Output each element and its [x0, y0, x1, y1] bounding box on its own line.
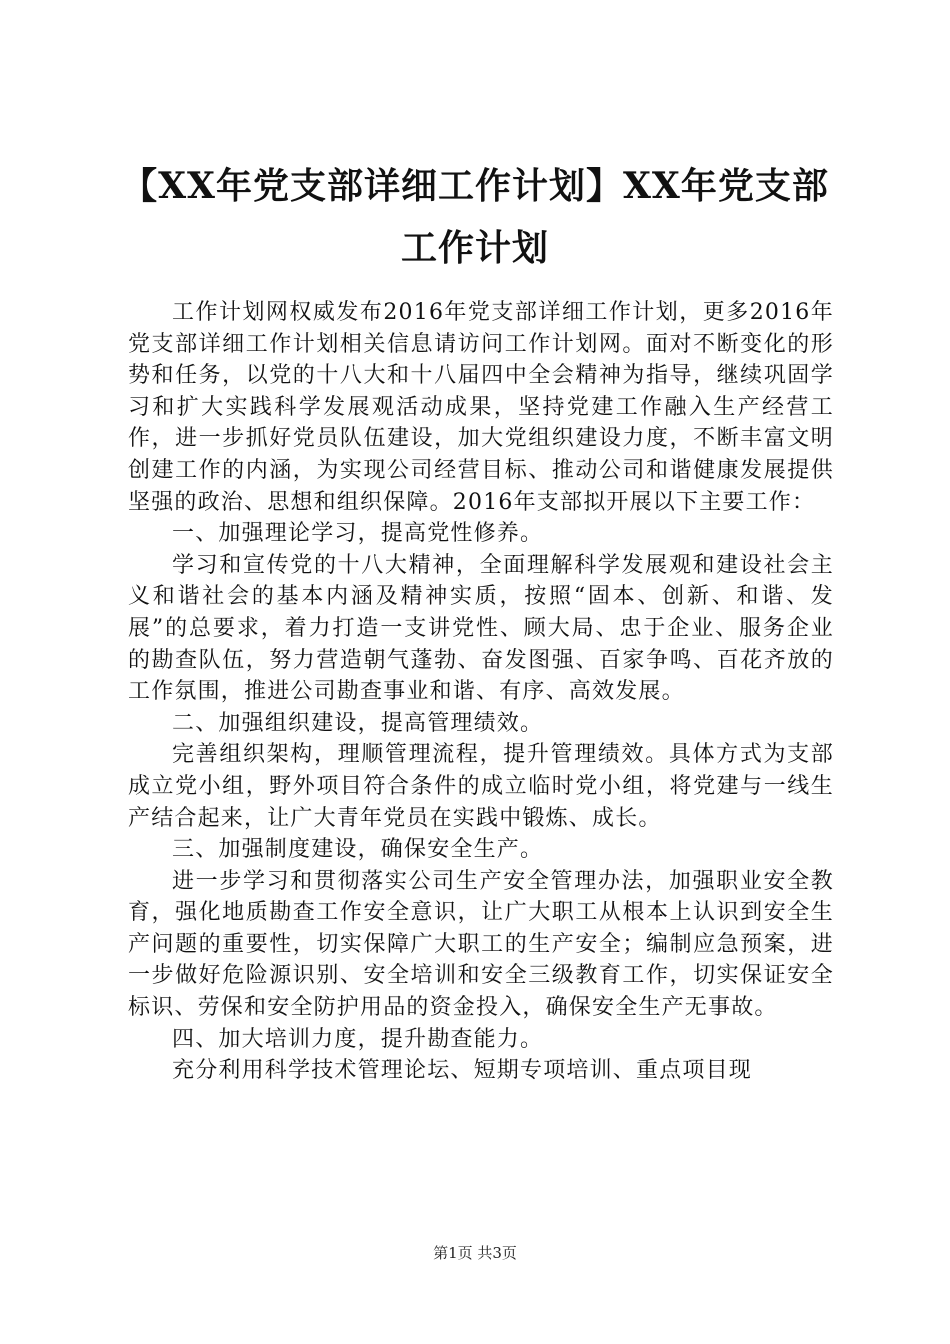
document-body — [128, 297, 834, 1087]
section-heading-1: 一、加强理论学习，提高党性修养。 — [172, 521, 544, 547]
paragraph-section-2: 完善组织架构，理顺管理流程，提升管理绩效。具体方式为支部成立党小组，野外项目符合条件的成立临时党小组，将党建与一线生产结合起来，让广大青年党员在实践中锻炼、成长。 — [128, 742, 834, 831]
section-heading-3: 三、加强制度建设，确保安全生产。 — [172, 837, 544, 863]
document-title: 【XX年党支部详细工作计划】XX年党支部工作计划 — [121, 165, 829, 269]
paragraph-section-3: 进一步学习和贯彻落实公司生产安全管理办法，加强职业安全教育，强化地质勘查工作安全意识，让广大职工从根本上认识到安全生产问题的重要性，切实保障广大职工的生产安全；编制应急预案，进一步做好危险源识别、安全培训和安全三级教育工作，切实保证安全标识、劳保和安全防护用品的资金投入，确保安全生产无事故。 — [128, 868, 834, 1021]
paragraph-section-1: 学习和宣传党的十八大精神，全面理解科学发展观和建设社会主义和谐社会的基本内涵及精神实质，按照“固本、创新、和谐、发展”的总要求，着力打造一支讲党性、顾大局、忠于企业、服务企业的勘查队伍，努力营造朝气蓬勃、奋发图强、百家争鸣、百花齐放的工作氛围，推进公司勘查事业和谐、有序、高效发展。 — [128, 552, 834, 705]
section-heading-4: 四、加大培训力度，提升勘查能力。 — [172, 1026, 544, 1052]
paragraph-section-4: 充分利用科学技术管理论坛、短期专项培训、重点项目现 — [172, 1058, 753, 1084]
paragraph-intro: 工作计划网权威发布2016年党支部详细工作计划，更多2016年党支部详细工作计划相关信息请访问工作计划网。面对不断变化的形势和任务，以党的十八大和十八届四中全会精神为指导，继续巩固学习和扩大实践科学发展观活动成果，坚持党建工作融入生产经营工作，进一步抓好党员队伍建设，加大党组织建设力度，不断丰富文明创建工作的内涵，为实现公司经营目标、推动公司和谐健康发展提供坚强的政治、思想和组织保障。2016年支部拟开展以下主要工作： — [128, 300, 834, 515]
page-footer: 第1页 共3页 — [433, 1244, 517, 1262]
section-heading-2: 二、加强组织建设，提高管理绩效。 — [172, 710, 544, 736]
